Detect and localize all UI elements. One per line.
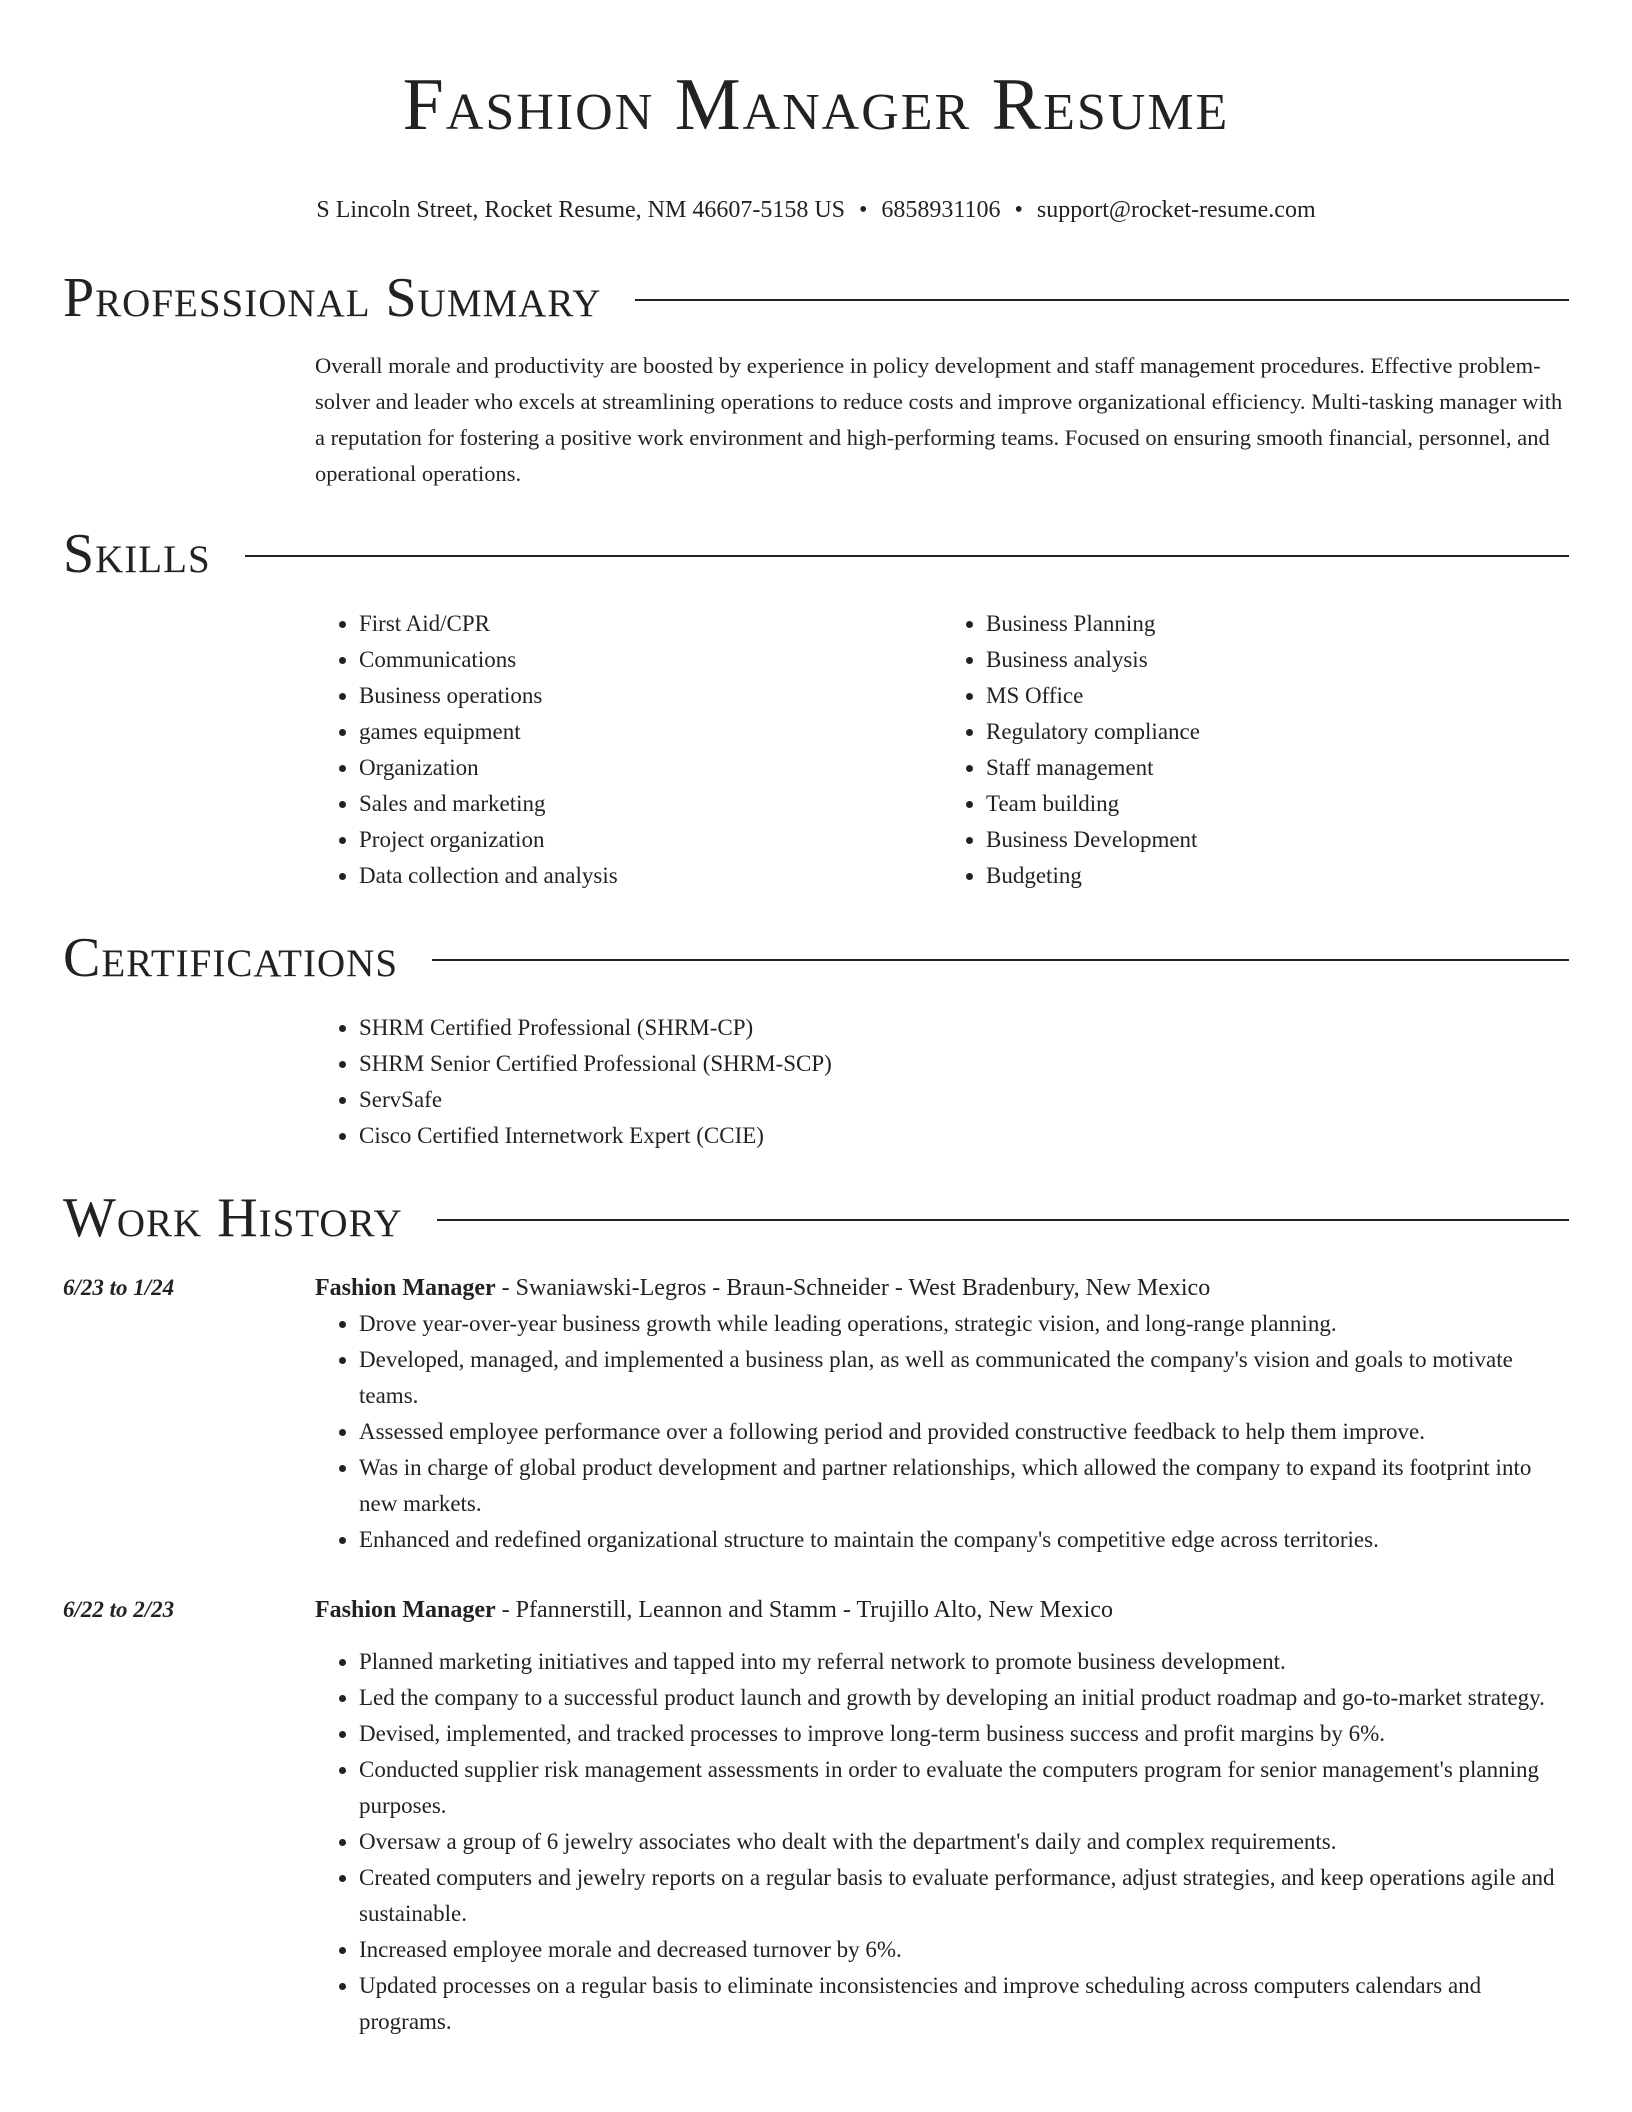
job-bullet: • Devised, implemented, and tracked processes to improve long-term business success and profit margins by 6%. bbox=[359, 1716, 1569, 1752]
section-divider bbox=[635, 299, 1569, 301]
skill-item: • Business operations bbox=[359, 678, 942, 714]
job-bullets bbox=[315, 1644, 1569, 2040]
certification-item: • SHRM Senior Certified Professional (SHRM-SCP) bbox=[359, 1046, 1569, 1082]
certifications-bullets bbox=[315, 1010, 1569, 1154]
skill-item: • Communications bbox=[359, 642, 942, 678]
job-content bbox=[315, 1270, 1569, 1558]
job-role: Fashion Manager bbox=[315, 1597, 496, 1623]
job-company: - Pfannerstill, Leannon and Stamm - Trujillo Alto, New Mexico bbox=[495, 1597, 1113, 1623]
skill-item: • Team building bbox=[986, 786, 1569, 822]
job-entry bbox=[63, 1592, 1569, 2040]
certification-item: • SHRM Certified Professional (SHRM-CP) bbox=[359, 1010, 1569, 1046]
job-bullet: • Oversaw a group of 6 jewelry associates who dealt with the department's daily and complex requirements. bbox=[359, 1824, 1569, 1860]
job-bullet: • Developed, managed, and implemented a business plan, as well as communicated the company's vision and goals to motivate teams. bbox=[359, 1342, 1569, 1414]
resume-title: Fashion Manager Resume bbox=[402, 64, 1230, 146]
contact-line bbox=[63, 194, 1569, 226]
skill-item: • First Aid/CPR bbox=[359, 606, 942, 642]
contact-email: support@rocket-resume.com bbox=[1036, 197, 1316, 223]
job-bullets bbox=[315, 1306, 1569, 1558]
certifications-list bbox=[315, 1010, 1569, 1154]
skill-item: • MS Office bbox=[986, 678, 1569, 714]
certifications-section-header bbox=[63, 926, 1569, 990]
summary-body bbox=[315, 348, 1569, 492]
skill-item: • Data collection and analysis bbox=[359, 858, 942, 894]
work-section-header bbox=[63, 1186, 1569, 1250]
skills-heading: Skills bbox=[63, 523, 211, 585]
skill-item: • Sales and marketing bbox=[359, 786, 942, 822]
skills-column-right bbox=[942, 606, 1569, 894]
skill-item: • Budgeting bbox=[986, 858, 1569, 894]
skill-item: • Regulatory compliance bbox=[986, 714, 1569, 750]
section-divider bbox=[432, 959, 1569, 961]
skill-item: • Business Planning bbox=[986, 606, 1569, 642]
job-title-line bbox=[315, 1592, 1569, 1628]
job-bullet: • Was in charge of global product development and partner relationships, which allowed the company to expand its footprint into new markets. bbox=[359, 1450, 1569, 1522]
job-bullet: • Conducted supplier risk management assessments in order to evaluate the computers program for senior management's planning purposes. bbox=[359, 1752, 1569, 1824]
job-company: - Swaniawski-Legros - Braun-Schneider - West Bradenbury, New Mexico bbox=[495, 1275, 1211, 1301]
job-bullet: • Enhanced and redefined organizational structure to maintain the company's competitive edge across territories. bbox=[359, 1522, 1569, 1558]
work-heading: Work History bbox=[63, 1187, 403, 1249]
skill-item: • games equipment bbox=[359, 714, 942, 750]
job-bullet: • Updated processes on a regular basis to eliminate inconsistencies and improve scheduling across computers calendars and programs. bbox=[359, 1968, 1569, 2040]
job-bullet: • Led the company to a successful product launch and growth by developing an initial product roadmap and go-to-market strategy. bbox=[359, 1680, 1569, 1716]
job-title-line bbox=[315, 1270, 1569, 1306]
skill-item: • Organization bbox=[359, 750, 942, 786]
job-bullet: • Created computers and jewelry reports on a regular basis to evaluate performance, adjust strategies, and keep operations agile and sustainable. bbox=[359, 1860, 1569, 1932]
job-bullet: • Increased employee morale and decreased turnover by 6%. bbox=[359, 1932, 1569, 1968]
certifications-heading: Certifications bbox=[63, 927, 399, 989]
section-divider bbox=[437, 1219, 1569, 1221]
job-bullet: • Drove year-over-year business growth while leading operations, strategic vision, and long-range planning. bbox=[359, 1306, 1569, 1342]
summary-section-header bbox=[63, 266, 1569, 330]
job-content bbox=[315, 1592, 1569, 2040]
section-divider bbox=[245, 555, 1569, 557]
skills-column-left bbox=[315, 606, 942, 894]
skills-section-header bbox=[63, 522, 1569, 586]
contact-separator: • bbox=[859, 197, 868, 223]
contact-separator: • bbox=[1014, 197, 1023, 223]
certification-item: • ServSafe bbox=[359, 1082, 1569, 1118]
contact-phone: 6858931106 bbox=[881, 197, 1001, 223]
skill-item: • Business analysis bbox=[986, 642, 1569, 678]
job-dates: 6/23 to 1/24 bbox=[63, 1275, 175, 1300]
job-bullet: • Planned marketing initiatives and tapped into my referral network to promote business development. bbox=[359, 1644, 1569, 1680]
skill-item: • Business Development bbox=[986, 822, 1569, 858]
summary-heading: Professional Summary bbox=[63, 267, 602, 329]
job-entry bbox=[63, 1270, 1569, 1558]
job-dates: 6/22 to 2/23 bbox=[63, 1597, 175, 1622]
certification-item: • Cisco Certified Internetwork Expert (CCIE) bbox=[359, 1118, 1569, 1154]
skill-item: • Project organization bbox=[359, 822, 942, 858]
summary-text: Overall morale and productivity are boosted by experience in policy development and staff management procedures. Effective problem-solver and leader who excels at streamlining operations to reduce costs and improve organizational efficiency. Multi-tasking manager with a reputation for fostering a positive work environment and high-performing teams. Focused on ensuring smooth financial, personnel, and operational operations. bbox=[315, 353, 1563, 486]
skill-item: • Staff management bbox=[986, 750, 1569, 786]
job-bullet: • Assessed employee performance over a following period and provided constructive feedback to help them improve. bbox=[359, 1414, 1569, 1450]
skills-list bbox=[315, 606, 1569, 894]
contact-address: S Lincoln Street, Rocket Resume, NM 46607-5158 US bbox=[316, 197, 845, 223]
job-role: Fashion Manager bbox=[315, 1275, 496, 1301]
